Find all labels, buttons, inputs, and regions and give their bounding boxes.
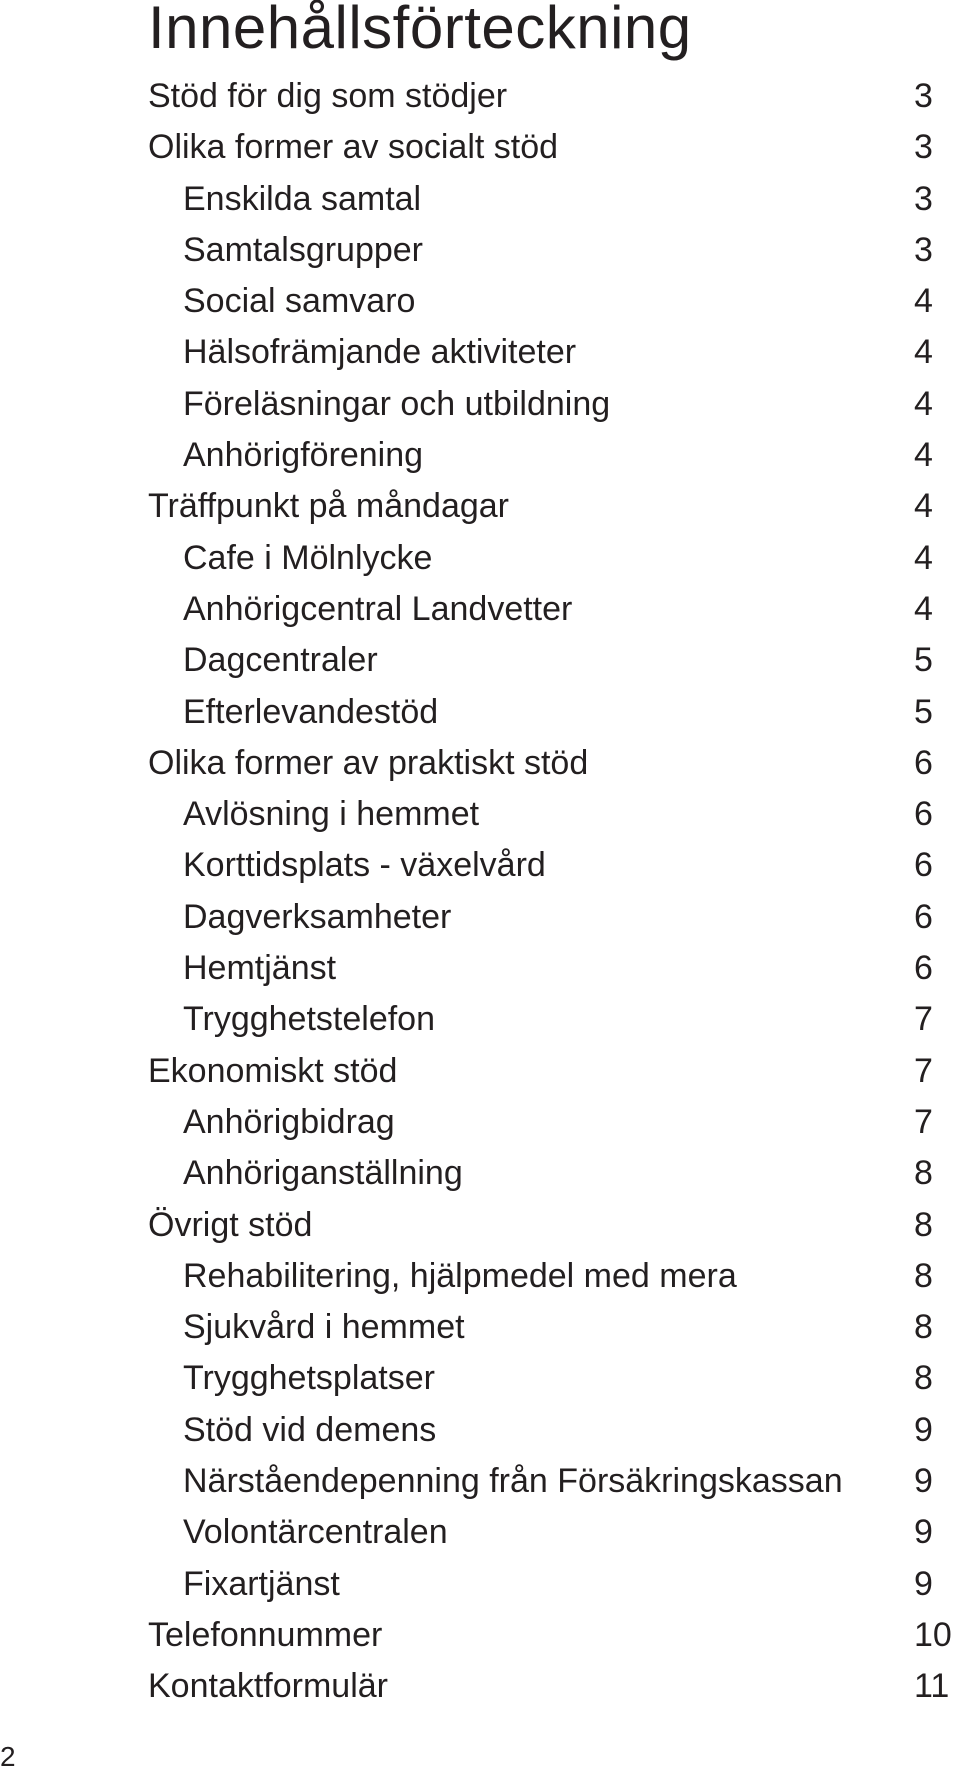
toc-entry-label: Sjukvård i hemmet xyxy=(183,1308,465,1347)
toc-entry-label: Enskilda samtal xyxy=(183,179,422,218)
toc-entry-page: 9 xyxy=(914,1513,933,1552)
toc-entry-page: 4 xyxy=(914,384,933,423)
toc-entry xyxy=(148,122,938,173)
toc-entry-page: 7 xyxy=(914,1102,933,1141)
toc-entry-page: 4 xyxy=(914,436,933,475)
toc-entry-label: Föreläsningar och utbildning xyxy=(183,384,611,423)
toc-entry-page: 4 xyxy=(914,538,933,577)
toc-entry-page: 6 xyxy=(914,897,933,936)
toc-entry xyxy=(148,1148,938,1199)
page-title: Innehållsförteckning xyxy=(148,0,692,61)
toc-entry-label: Träffpunkt på måndagar xyxy=(148,487,510,526)
toc-entry-label: Anhörigbidrag xyxy=(183,1102,395,1141)
toc-entry-label: Kontaktformulär xyxy=(148,1667,388,1706)
toc-entry-page: 6 xyxy=(914,795,933,834)
toc-entry xyxy=(148,1302,938,1353)
toc-entry-label: Trygghetsplatser xyxy=(183,1359,435,1398)
toc-entry xyxy=(148,430,938,481)
toc-entry xyxy=(148,379,938,430)
toc-entry-page: 5 xyxy=(914,641,933,680)
toc-entry-label: Avlösning i hemmet xyxy=(183,795,480,834)
toc-entry-page: 6 xyxy=(914,846,933,885)
toc-entry-page: 8 xyxy=(914,1256,933,1295)
toc-entry xyxy=(148,327,938,378)
toc-entry xyxy=(148,1610,952,1661)
toc-entry xyxy=(148,635,938,686)
toc-entry xyxy=(148,840,938,891)
toc-entry xyxy=(148,225,938,276)
toc-entry-label: Fixartjänst xyxy=(183,1564,340,1603)
toc-entry xyxy=(148,481,938,532)
toc-entry xyxy=(148,943,938,994)
toc-list xyxy=(148,71,952,1713)
toc-entry-page: 9 xyxy=(914,1410,933,1449)
toc-entry-page: 11 xyxy=(914,1667,950,1706)
toc-entry-label: Dagverksamheter xyxy=(183,897,452,936)
toc-entry-label: Telefonnummer xyxy=(148,1615,383,1654)
toc-entry xyxy=(148,174,938,225)
toc-entry-label: Hälsofrämjande aktiviteter xyxy=(183,333,577,372)
toc-entry xyxy=(148,276,938,327)
toc-entry-page: 8 xyxy=(914,1154,933,1193)
toc-entry-page: 3 xyxy=(914,179,933,218)
toc-entry-label: Anhörigcentral Landvetter xyxy=(183,589,573,628)
toc-entry-label: Efterlevandestöd xyxy=(183,692,439,731)
toc-entry-label: Anhöriganställning xyxy=(183,1154,463,1193)
toc-entry-page: 3 xyxy=(914,77,933,115)
toc-entry-page: 8 xyxy=(914,1308,933,1347)
toc-entry xyxy=(148,738,938,789)
toc-entry xyxy=(148,994,938,1045)
toc-entry xyxy=(148,1559,938,1610)
toc-entry xyxy=(148,1200,938,1251)
toc-entry-label: Samtalsgrupper xyxy=(183,230,424,269)
toc-entry xyxy=(148,1405,938,1456)
toc-entry-label: Närståendepenning från Försäkringskassan xyxy=(183,1462,843,1501)
toc-entry-page: 3 xyxy=(914,128,933,167)
toc-entry-page: 9 xyxy=(914,1462,933,1501)
toc-entry xyxy=(148,71,938,122)
toc-entry-page: 3 xyxy=(914,230,933,269)
toc-entry-page: 4 xyxy=(914,333,933,372)
toc-entry xyxy=(148,1507,938,1558)
toc-entry-page: 10 xyxy=(914,1615,952,1654)
toc-entry-label: Stöd vid demens xyxy=(183,1410,437,1449)
toc-entry-label: Stöd för dig som stödjer xyxy=(148,77,508,115)
toc-entry-page: 4 xyxy=(914,487,933,526)
toc-entry-page: 7 xyxy=(914,1000,933,1039)
toc-entry-page: 8 xyxy=(914,1205,933,1244)
toc-entry xyxy=(148,1097,938,1148)
toc-entry-label: Hemtjänst xyxy=(183,949,337,988)
toc-entry-page: 4 xyxy=(914,589,933,628)
toc-entry xyxy=(148,892,938,943)
toc-entry-label: Social samvaro xyxy=(183,282,416,321)
page-number: 2 xyxy=(0,1741,16,1772)
toc-entry xyxy=(148,1046,938,1097)
toc-entry xyxy=(148,1661,950,1712)
toc-entry-label: Olika former av praktiskt stöd xyxy=(148,743,589,782)
toc-entry-label: Övrigt stöd xyxy=(148,1205,313,1244)
toc-entry-label: Korttidsplats - växelvård xyxy=(183,846,546,885)
toc-entry-label: Olika former av socialt stöd xyxy=(148,128,559,167)
toc-entry xyxy=(148,789,938,840)
toc-entry-page: 7 xyxy=(914,1051,933,1090)
toc-entry-label: Volontärcentralen xyxy=(183,1513,448,1552)
toc-entry xyxy=(148,1353,938,1404)
toc-entry-page: 8 xyxy=(914,1359,933,1398)
toc-entry-label: Dagcentraler xyxy=(183,641,378,680)
toc-entry-page: 6 xyxy=(914,743,933,782)
toc-entry xyxy=(148,687,938,738)
toc-entry-label: Cafe i Mölnlycke xyxy=(183,538,433,577)
toc-entry-page: 5 xyxy=(914,692,933,731)
toc-entry-page: 6 xyxy=(914,949,933,988)
toc-entry xyxy=(148,1456,938,1507)
toc-entry xyxy=(148,584,938,635)
toc-entry-page: 4 xyxy=(914,282,933,321)
toc-entry-label: Rehabilitering, hjälpmedel med mera xyxy=(183,1256,737,1295)
toc-entry-label: Ekonomiskt stöd xyxy=(148,1051,398,1090)
toc-entry xyxy=(148,533,938,584)
toc-entry xyxy=(148,1251,938,1302)
toc-entry-label: Trygghetstelefon xyxy=(183,1000,435,1039)
toc-entry-label: Anhörigförening xyxy=(183,436,424,475)
toc-entry-page: 9 xyxy=(914,1564,933,1603)
